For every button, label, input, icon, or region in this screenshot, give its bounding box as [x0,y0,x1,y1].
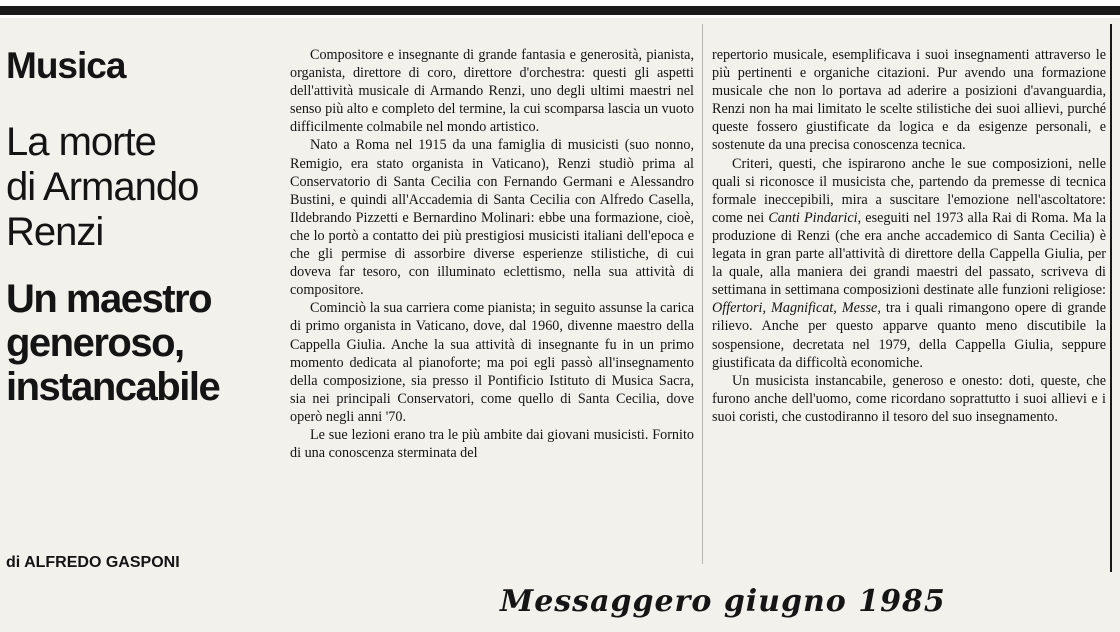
paragraph-text: , tra i quali rimangono opere di grande rilievo. Anche per questo apparve quanto meno discutibile la sospensione, decretata nel 1979, della Cappella Giulia, seppure giustificata da difficoltà economiche. [712,300,1106,371]
paragraph-text: , eseguiti nel 1973 alla Rai di Roma. Ma la produzione di Renzi (che era anche accademico di Santa Cecilia) è legata in gran parte all'attività di direttore della Cappella Giulia, per la quale, alla maniera dei grandi maestri del passato, scriveva di settimana in settimana composizioni destinate alle funzioni religiose: [712,209,1106,299]
paragraph: Cominciò la sua carriera come pianista; in seguito assunse la carica di primo organista in Vaticano, dove, dal 1960, divenne maestro della Cappella Giulia. Anche la sua attività di insegnante fu in un primo momento dedicata al pianoforte; ma poi egli passò all'insegnamento della composizione, sia presso il Pontificio Istituto di Musica Sacra, sia nei principali Conservatori, come quello di Santa Cecilia, dove operò negli anni '70. [290,300,694,425]
paragraph: Un musicista instancabile, generoso e onesto: doti, queste, che furono anche dell'uomo, come ricordano soprattutto i suoi allievi e i suoi coristi, che custodiranno il tesoro del suo insegnamento. [712,372,1106,425]
top-rule [0,0,1120,18]
work-title: Canti Pindarici [768,209,858,226]
subheadline-line-2: generoso, [6,321,184,365]
paragraph: Le sue lezioni erano tra le più ambite dai giovani musicisti. Fornito di una conoscenza sterminata del [290,426,694,462]
work-titles: Offertori, Magnificat, Messe [712,300,878,317]
headline-line-2: di Armando [6,165,199,209]
article-column-1 [290,46,694,566]
headline-column [6,46,268,586]
headline [6,120,268,255]
subheadline-line-3: instancabile [6,365,220,409]
subheadline [6,277,268,409]
subheadline-line-1: Un maestro [6,277,212,321]
section-label: Musica [6,45,126,86]
paragraph: repertorio musicale, esemplificava i suoi insegnamenti attraverso le più pertinenti e organiche citazioni. Pur avendo una formazione musicale che non lo portava ad aderire a posizioni d'avanguardia, Renzi non ha mai limitato le scelte stilistiche dei suoi allievi, purché queste fossero giustificate da logica e da esigenze personali, e sostenute da una precisa conoscenza tecnica. [712,47,1106,154]
paragraph [712,155,1106,372]
paragraph-text: Criteri, questi, che ispirarono anche le sue composizioni, nelle quali si riconosce il musicista che, partendo da premesse di tecnica formale ineccepibili, mira a suscitare l'emozione nell'ascoltatore: come nei [712,155,1106,226]
headline-line-3: Renzi [6,210,104,254]
handwritten-source-note: Messaggero giugno 1985 [500,584,946,619]
article-column-2 [712,46,1106,566]
headline-line-1: La morte [6,120,156,164]
column-divider [702,24,703,564]
right-border-rule [1110,24,1112,572]
byline: di ALFREDO GASPONI [6,554,180,571]
paragraph: Compositore e insegnante di grande fantasia e generosità, pianista, organista, direttore di coro, direttore d'orchestra: questi gli aspetti dell'attività musicale di Armando Renzi, uno degli ultimi maestri nel senso più alto e completo del termine, la cui scomparsa lascia un vuoto difficilmente colmabile nel mondo artistico. [290,47,694,136]
paragraph: Nato a Roma nel 1915 da una famiglia di musicisti (suo nonno, Remigio, era stato organista in Vaticano), Renzi studiò prima al Conservatorio di Santa Cecilia con Fernando Germani e Alessandro Bustini, e quindi all'Accademia di Santa Cecilia con Alfredo Casella, Ildebrando Pizzetti e Bernardino Molinari: ebbe una formazione, cioè, che lo portò a contatto dei più prestigiosi musicisti italiani dell'epoca e che gli permise di assorbire diverse esperienze stilistiche, di cui doveva far tesoro, con illuminato eclettismo, nella sua attività di compositore. [290,137,694,299]
